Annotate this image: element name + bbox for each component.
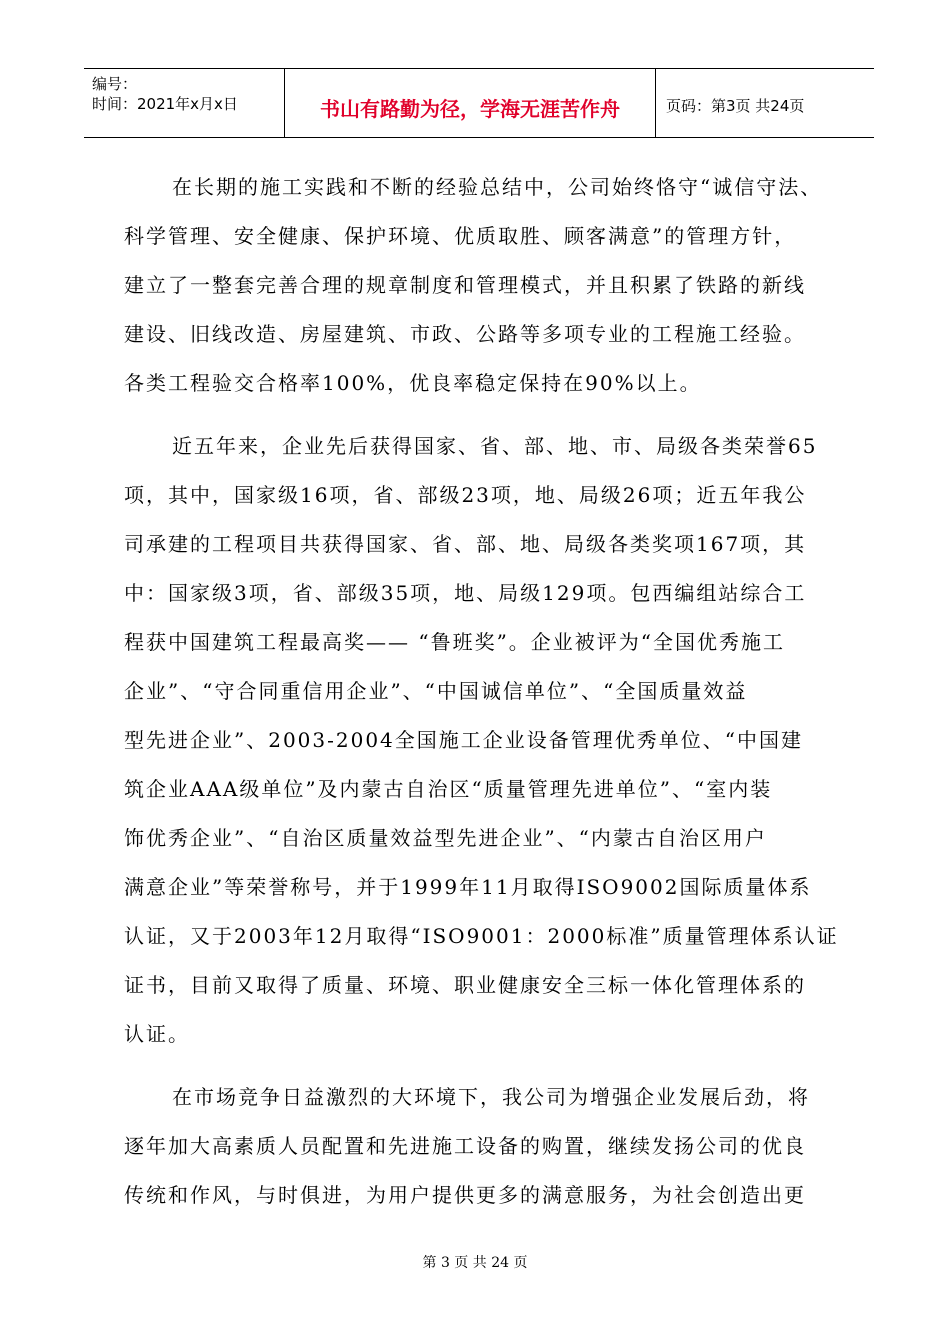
paragraph xyxy=(124,1073,836,1220)
text-line: 项，其中，国家级16项，省、部级23项，地、局级26项；近五年我公 xyxy=(124,483,807,507)
text-line: 各类工程验交合格率100%，优良率稳定保持在90%以上。 xyxy=(124,371,702,395)
paragraph xyxy=(124,163,836,408)
paragraph xyxy=(124,422,839,1059)
text-line: 在市场竞争日益激烈的大环境下，我公司为增强企业发展后劲，将 xyxy=(172,1085,810,1109)
text-line: 科学管理、安全健康、保护环境、优质取胜、顾客满意”的管理方针， xyxy=(124,224,797,248)
text-line: 筑企业AAA级单位”及内蒙古自治区“质量管理先进单位”、“室内装 xyxy=(124,777,773,801)
text-line: 建设、旧线改造、房屋建筑、市政、公路等多项专业的工程施工经验。 xyxy=(124,322,806,346)
text-line: 饰优秀企业”、“自治区质量效益型先进企业”、“内蒙古自治区用户 xyxy=(124,826,767,850)
header-page-cell xyxy=(656,69,874,137)
text-line: 建立了一整套完善合理的规章制度和管理模式，并且积累了铁路的新线 xyxy=(124,273,806,297)
text-line: 传统和作风，与时俱进，为用户提供更多的满意服务，为社会创造出更 xyxy=(124,1183,806,1207)
text-line: 认证，又于2003年12月取得“ISO9001：2000标准”质量管理体系认证 xyxy=(124,924,839,948)
text-line: 认证。 xyxy=(124,1022,190,1046)
text-line: 中：国家级3项，省、部级35项，地、局级129项。包西编组站综合工 xyxy=(124,581,807,605)
document-time-label: 时间：2021年x月x日 xyxy=(92,95,238,113)
text-line: 逐年加大高素质人员配置和先进施工设备的购置，继续发扬公司的优良 xyxy=(124,1134,806,1158)
document-body xyxy=(124,163,839,1220)
document-number-label: 编号： xyxy=(92,75,138,93)
header-info-cell xyxy=(84,69,285,137)
header-page-number: 页码：第3页 共24页 xyxy=(666,97,805,115)
text-line: 满意企业”等荣誉称号，并于1999年11月取得ISO9002国际质量体系 xyxy=(124,875,812,899)
page-footer: 第 3 页 共 24 页 xyxy=(422,1255,528,1271)
text-line: 司承建的工程项目共获得国家、省、部、地、局级各类奖项167项，其 xyxy=(124,532,807,556)
text-line: 在长期的施工实践和不断的经验总结中，公司始终恪守“诚信守法、 xyxy=(172,175,823,199)
page-header xyxy=(84,68,874,138)
header-motto: 书山有路勤为径，学海无涯苦作舟 xyxy=(320,97,620,121)
header-motto-cell xyxy=(285,69,656,137)
text-line: 证书，目前又取得了质量、环境、职业健康安全三标一体化管理体系的 xyxy=(124,973,806,997)
text-line: 型先进企业”、2003-2004全国施工企业设备管理优秀单位、“中国建 xyxy=(124,728,804,752)
text-line: 程获中国建筑工程最高奖—— “鲁班奖”。企业被评为“全国优秀施工 xyxy=(124,630,786,654)
text-line: 近五年来，企业先后获得国家、省、部、地、市、局级各类荣誉65 xyxy=(172,434,818,458)
text-line: 企业”、“守合同重信用企业”、“中国诚信单位”、“全国质量效益 xyxy=(124,679,748,703)
